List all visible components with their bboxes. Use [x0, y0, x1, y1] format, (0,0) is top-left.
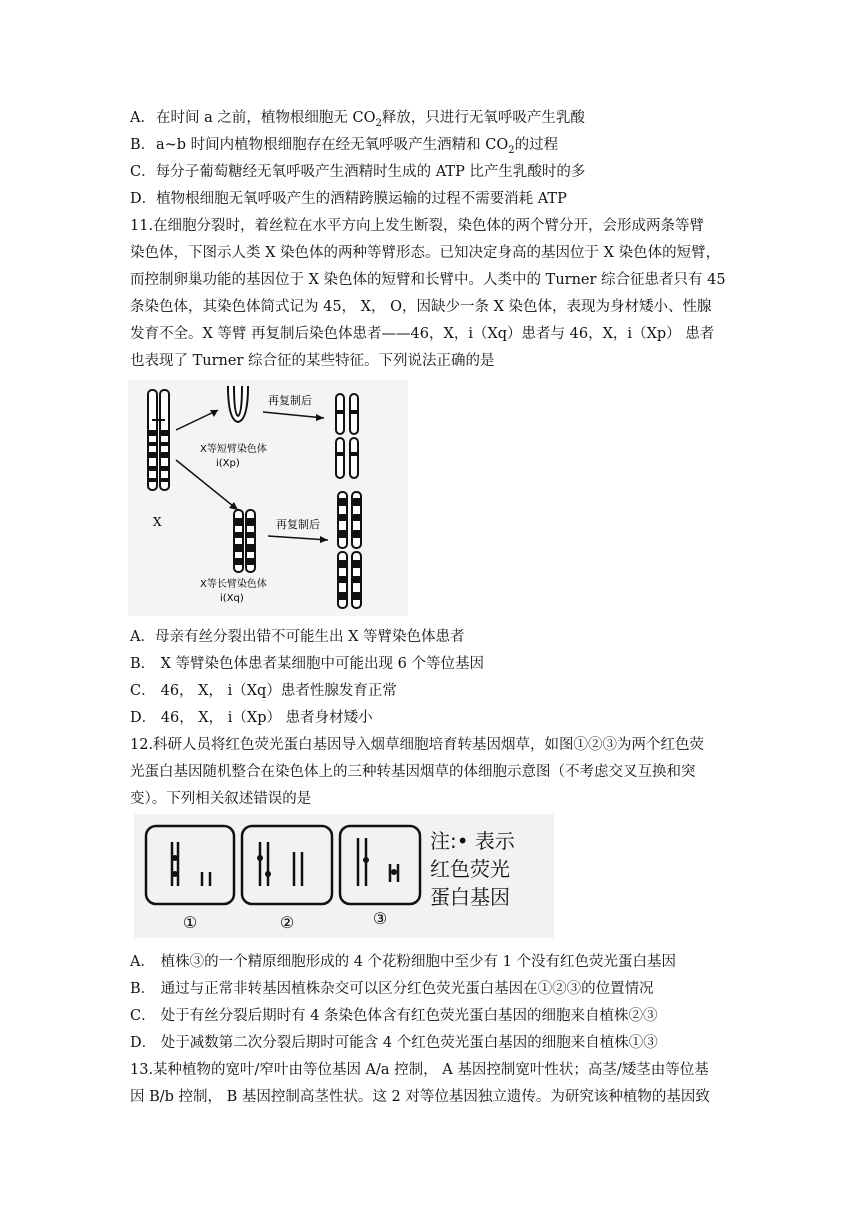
q13-stem-line: 因 B/b 控制， B 基因控制高茎性状。这 2 对等位基因独立遗传。为研究该种植物的基因致 — [130, 1089, 710, 1105]
cell-label-3: ③ — [372, 909, 388, 928]
short-arm-label: X等短臂染色体 — [200, 444, 267, 455]
q13-stem-line: 13.某种植物的宽叶/窄叶由等位基因 A/a 控制， A 基因控制宽叶性状；高茎/矮茎由等位基 — [130, 1062, 709, 1078]
q11-option-d: D． 46， X， i（Xp） 患者身材矮小 — [130, 710, 373, 726]
q11-option-b: B． X 等臂染色体患者某细胞中可能出现 6 个等位基因 — [130, 656, 484, 672]
q11-stem-line: 条染色体，其染色体简式记为 45， X， O，因缺少一条 X 染色体，表现为身材矮小、性腺 — [130, 299, 712, 315]
q12-stem-line: 光蛋白基因随机整合在染色体上的三种转基因烟草的体细胞示意图（不考虑交叉互换和突 — [130, 764, 696, 780]
q11-stem-line: 染色体，下图示人类 X 染色体的两种等臂形态。已知决定身高的基因位于 X 染色体的短臂， — [130, 245, 721, 261]
q11-stem-line: 发育不全。X 等臂 再复制后染色体患者——46，X，i（Xq）患者与 46，X，i（Xp） 患者 — [130, 326, 715, 342]
cell-label-2: ② — [279, 913, 295, 932]
long-arm-label: X等长臂染色体 — [200, 579, 267, 590]
note-line-2: 红色荧光 — [430, 857, 510, 881]
q10-option-d: D．植物根细胞无氧呼吸产生的酒精跨膜运输的过程不需要消耗 ATP — [130, 191, 567, 207]
q11-option-a: A．母亲有丝分裂出错不可能生出 X 等臂染色体患者 — [130, 629, 465, 645]
q11-stem-line: 11.在细胞分裂时，着丝粒在水平方向上发生断裂，染色体的两个臂分开，会形成两条等臂 — [130, 218, 705, 234]
q12-stem-line: 12.科研人员将红色荧光蛋白基因导入烟草细胞培育转基因烟草，如图①②③为两个红色荧 — [130, 737, 705, 753]
q11-option-c: C． 46， X， i（Xq）患者性腺发育正常 — [130, 683, 397, 699]
short-arm-symbol: i(Xp) — [216, 458, 240, 469]
gene-cell-figure — [134, 814, 554, 938]
q12-stem-line: 变）。下列相关叙述错误的是 — [130, 791, 312, 807]
long-arm-symbol: i(Xq) — [220, 593, 244, 604]
q11-stem-line: 而控制卵巢功能的基因位于 X 染色体的短臂和长臂中。人类中的 Turner 综合征患者只有 45 — [130, 272, 726, 288]
note-line-1: 注:• 表示 — [430, 829, 515, 853]
q10-option-c: C．每分子葡萄糖经无氧呼吸产生酒精时生成的 ATP 比产生乳酸时的多 — [130, 164, 586, 180]
q12-option-b: B． 通过与正常非转基因植株杂交可以区分红色荧光蛋白基因在①②③的位置情况 — [130, 981, 654, 997]
q10-option-b: B．a~b 时间内植物根细胞存在经无氧呼吸产生酒精和 $CO_2$的过程 — [130, 137, 559, 156]
chromosome-diagram — [128, 380, 408, 616]
q10-option-a: A．在时间 a 之前，植物根细胞无 $CO_2$释放，只进行无氧呼吸产生乳酸 — [130, 110, 585, 129]
replicate-label-top: 再复制后 — [268, 394, 312, 407]
note-line-3: 蛋白基因 — [430, 885, 510, 909]
q11-stem-line: 也表现了 Turner 综合征的某些特征。下列说法正确的是 — [130, 353, 495, 369]
q12-option-a: A． 植株③的一个精原细胞形成的 4 个花粉细胞中至少有 1 个没有红色荧光蛋白基因 — [130, 954, 676, 970]
q12-option-d: D． 处于减数第二次分裂后期时可能含 4 个红色荧光蛋白基因的细胞来自植株①③ — [130, 1035, 658, 1051]
replicate-label-bottom: 再复制后 — [276, 518, 320, 531]
q12-option-c: C． 处于有丝分裂后期时有 4 条染色体含有红色荧光蛋白基因的细胞来自植株②③ — [130, 1008, 658, 1024]
gene-cell-diagram — [134, 814, 554, 938]
x-label: X — [153, 515, 162, 529]
cell-label-1: ① — [182, 913, 198, 932]
chromosome-figure — [128, 380, 408, 616]
